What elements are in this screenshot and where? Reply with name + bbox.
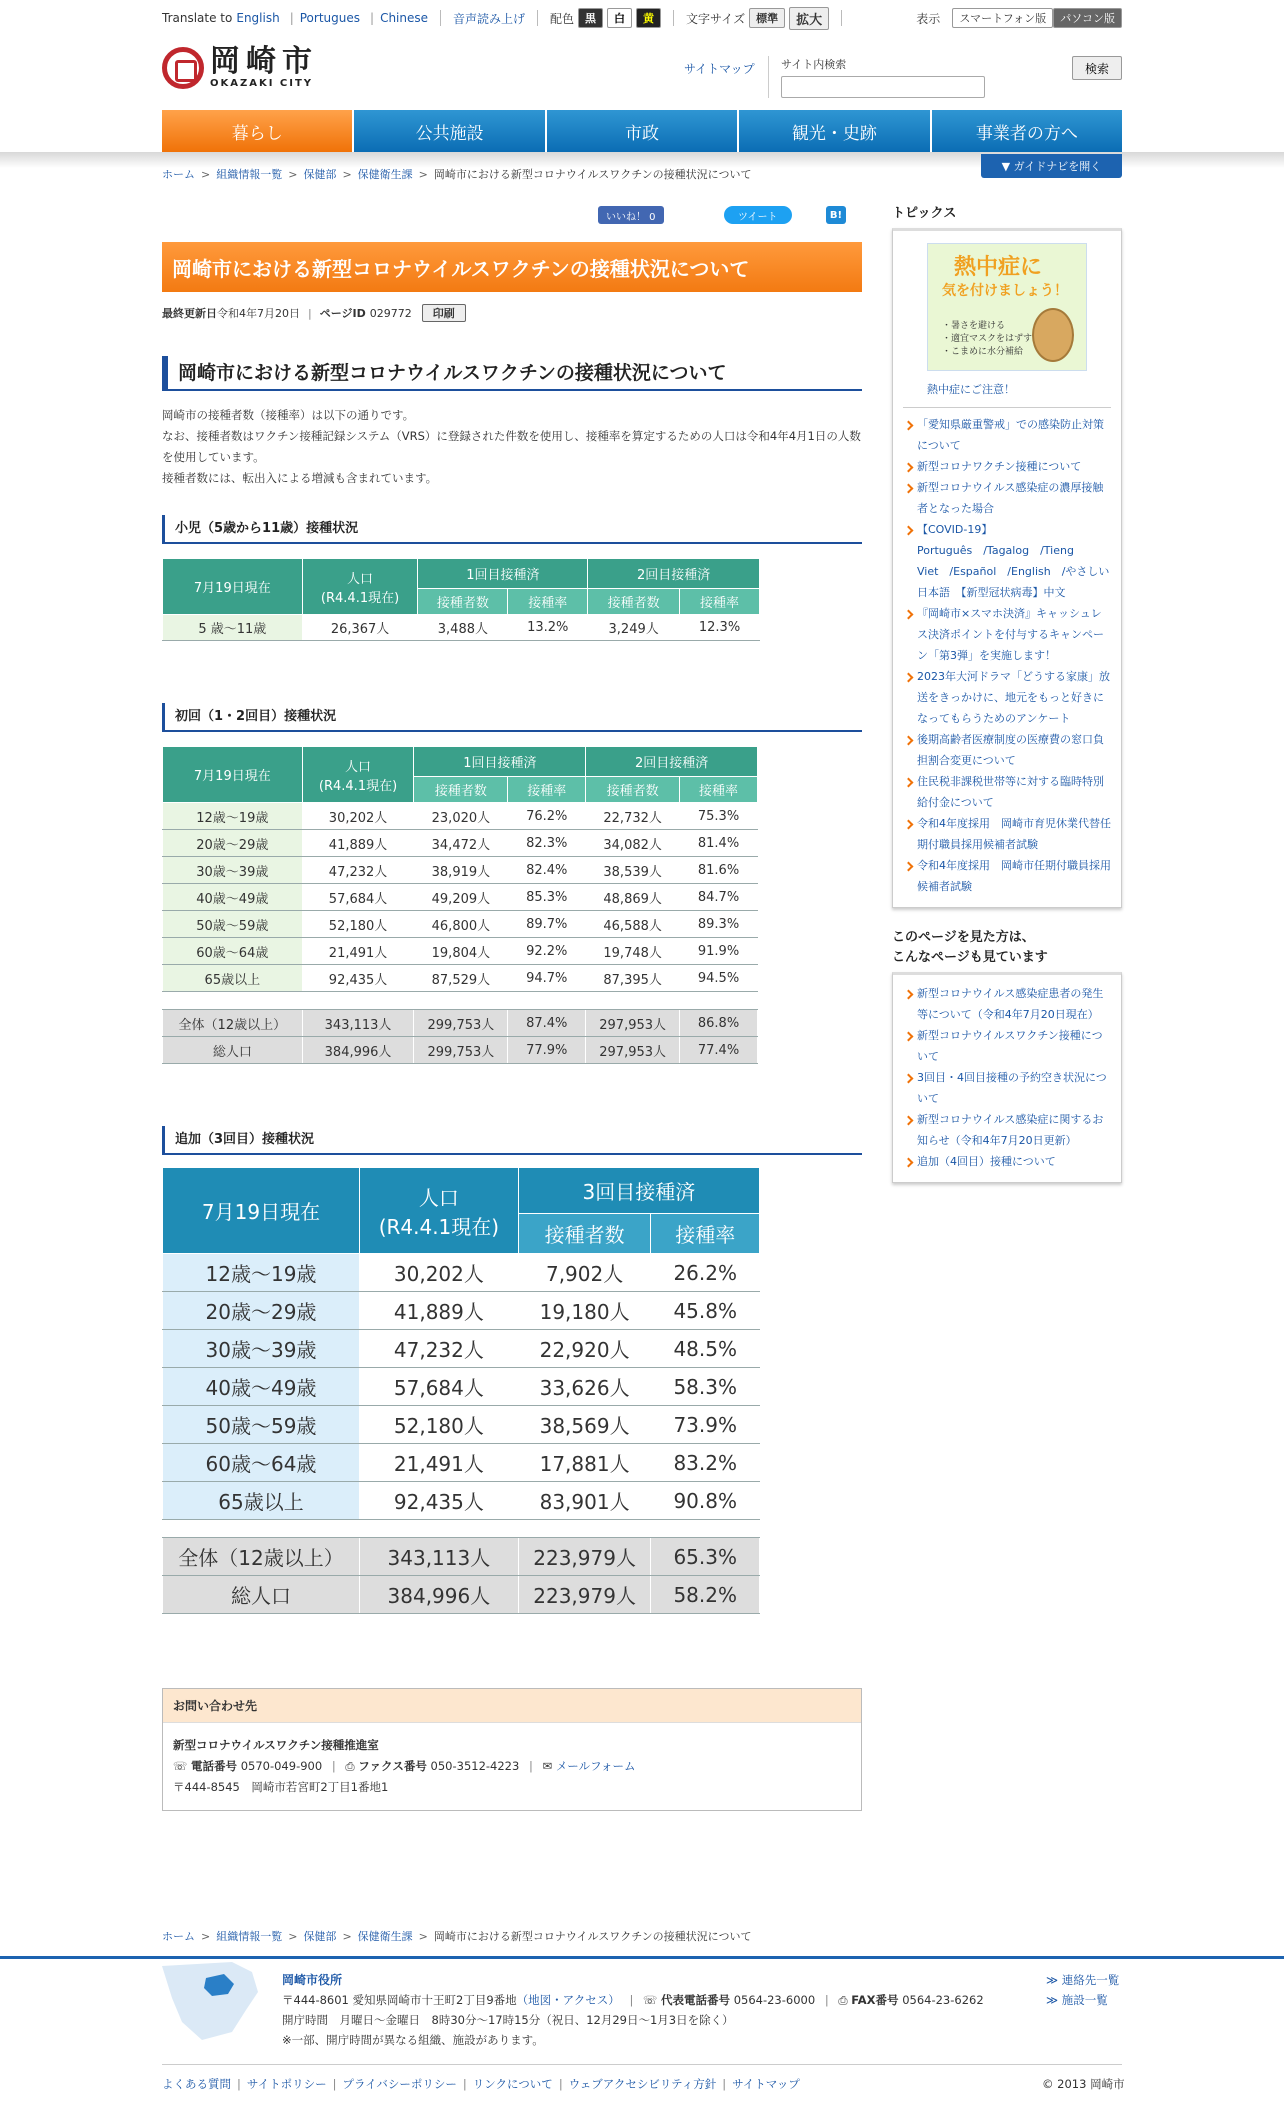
breadcrumb-health-section[interactable]: 保健衛生課 xyxy=(357,168,413,181)
tweet-button[interactable]: ツイート xyxy=(724,206,792,224)
cell-c2: 34,082人 xyxy=(586,830,680,857)
page-id-label: ページID xyxy=(319,307,366,320)
cell-pop: 21,491人 xyxy=(302,938,414,965)
cell-r1: 94.7% xyxy=(508,965,586,992)
cell-c: 17,881人 xyxy=(518,1444,651,1482)
cell-r2: 81.6% xyxy=(680,857,758,884)
mascot-icon xyxy=(1032,308,1074,362)
table-row xyxy=(163,1444,760,1482)
color-label: 配色 xyxy=(550,11,575,26)
cell-r2: 81.4% xyxy=(680,830,758,857)
sidebar-link[interactable]: 新型コロナウイルス感染症の濃厚接触者となった場合 xyxy=(903,477,1111,519)
voice-reader-link[interactable]: 音声読み上げ xyxy=(453,11,526,26)
cell-age: 50歳～59歳 xyxy=(163,1406,360,1444)
heatstroke-banner[interactable] xyxy=(927,243,1087,371)
gnav-tourism[interactable]: 観光・史跡 xyxy=(739,110,931,152)
table-pop-header: 人口 (R4.4.1現在) xyxy=(302,559,418,615)
footer-link-privacy[interactable]: | プライバシーポリシー xyxy=(327,2077,457,2091)
cell-age: 30歳～39歳 xyxy=(163,857,303,884)
cell-c1: 299,753人 xyxy=(414,1010,508,1037)
table-row xyxy=(163,830,758,857)
sidebar-link[interactable]: 「愛知県厳重警戒」での感染防止対策について xyxy=(903,414,1111,456)
cell-pop: 52,180人 xyxy=(302,911,414,938)
footer-side-links xyxy=(1046,1970,1119,2010)
cell-c1: 19,804人 xyxy=(414,938,508,965)
table-row xyxy=(163,1406,760,1444)
sidebar-link[interactable]: 住民税非課税世帯等に対する臨時特別給付金について xyxy=(903,771,1111,813)
footer-link-accessibility[interactable]: | ウェブアクセシビリティ方針 xyxy=(553,2077,716,2091)
sidebar-link[interactable]: 新型コロナワクチン接種について xyxy=(903,456,1111,477)
guide-nav-button[interactable]: ▼ ガイドナビを開く xyxy=(981,154,1122,178)
table-pop-header: 人口 (R4.4.1現在) xyxy=(302,747,414,803)
cell-age: 5 歳～11歳 xyxy=(163,615,303,641)
cell-c: 7,902人 xyxy=(518,1254,651,1292)
table-dose2-header: 2回目接種済 xyxy=(586,747,758,777)
table-row xyxy=(163,1368,760,1406)
breadcrumb-bottom: ホーム > 組織情報一覧 > 保健部 > 保健衛生課 > 岡崎市における新型コロナウイルスワクチンの接種状況について xyxy=(162,1930,752,1943)
cell-c1: 3,488人 xyxy=(418,615,508,641)
intro-line-3: 接種者数には、転出入による増減も含まれています。 xyxy=(162,471,438,485)
lang-english[interactable]: English xyxy=(236,11,280,25)
cell-c2: 48,869人 xyxy=(586,884,680,911)
cell-r: 58.3% xyxy=(651,1368,760,1406)
table-row xyxy=(163,615,760,641)
cell-r1: 85.3% xyxy=(508,884,586,911)
table-row xyxy=(163,857,758,884)
cell-c1: 23,020人 xyxy=(414,803,508,830)
topics-list xyxy=(903,407,1111,897)
cell-c2: 3,249人 xyxy=(588,615,680,641)
updated-label: 最終更新日 xyxy=(162,307,217,320)
cell-c1: 38,919人 xyxy=(414,857,508,884)
table-count-header: 接種者数 xyxy=(418,589,508,615)
sitemap-link[interactable]: サイトマップ xyxy=(684,62,755,76)
gnav-living[interactable]: 暮らし xyxy=(162,110,354,152)
cell-c1: 87,529人 xyxy=(414,965,508,992)
cell-pop: 47,232人 xyxy=(302,857,414,884)
table-dose1-header: 1回目接種済 xyxy=(414,747,586,777)
breadcrumb-health-dept[interactable]: 保健部 xyxy=(303,1930,337,1943)
facebook-like-button[interactable]: いいね！ 0 xyxy=(598,206,664,224)
smartphone-view-button[interactable]: スマートフォン版 xyxy=(952,8,1053,28)
footer-address: 〒444-8601 愛知県岡崎市十王町2丁目9番地 xyxy=(282,1993,517,2007)
table-count-header: 接種者数 xyxy=(586,777,680,803)
table-count-header: 接種者数 xyxy=(588,589,680,615)
city-map-icon xyxy=(162,1962,272,2040)
cell-c1: 46,800人 xyxy=(414,911,508,938)
cell-c2: 87,395人 xyxy=(586,965,680,992)
lang-portugues[interactable]: | Portugues xyxy=(284,11,360,25)
gnav-business[interactable]: 事業者の方へ xyxy=(932,110,1122,152)
mail-form-link[interactable]: メールフォーム xyxy=(555,1759,636,1773)
cell-r: 90.8% xyxy=(651,1482,760,1520)
cell-r1: 87.4% xyxy=(508,1010,586,1037)
copyright: © 2013 岡崎市 xyxy=(1042,2077,1125,2091)
sidebar-link[interactable]: 2023年大河ドラマ「どうする家康」放送をきっかけに、地元をもっと好きになってもらうためのアンケート xyxy=(903,666,1111,729)
cell-r2: 91.9% xyxy=(680,938,758,965)
site-search xyxy=(768,56,985,98)
footer-tel: 0564-23-6000 xyxy=(733,1993,816,2007)
footer-note: ※一部、開庁時間が異なる組織、施設があります。 xyxy=(282,2033,544,2047)
cell-c: 223,979人 xyxy=(518,1538,651,1576)
display-label: 表示 xyxy=(916,11,941,26)
cell-pop: 343,113人 xyxy=(359,1538,518,1576)
language-links xyxy=(232,11,428,25)
breadcrumb-home[interactable]: ホーム xyxy=(162,1930,195,1943)
cell-c2: 297,953人 xyxy=(586,1010,680,1037)
cell-c: 33,626人 xyxy=(518,1368,651,1406)
cell-age: 40歳～49歳 xyxy=(163,884,303,911)
table-row xyxy=(163,1254,760,1292)
cell-c2: 297,953人 xyxy=(586,1037,680,1064)
cell-c: 22,920人 xyxy=(518,1330,651,1368)
breadcrumb-current: 岡崎市における新型コロナウイルスワクチンの接種状況について xyxy=(433,1930,752,1943)
related-box xyxy=(892,972,1122,1183)
sidebar-link[interactable]: 令和4年度採用 岡崎市育児休業代替任期付職員採用候補者試験 xyxy=(903,813,1111,855)
table-rate-header: 接種率 xyxy=(680,589,760,615)
page-title: 岡崎市における新型コロナウイルスワクチンの接種状況について xyxy=(162,242,862,292)
footer-fax: 0564-23-6262 xyxy=(902,1993,984,2007)
contact-office: 新型コロナウイルスワクチン接種推進室 xyxy=(173,1738,379,1752)
related-list xyxy=(903,983,1111,1172)
updated-date: 令和4年7月20日 xyxy=(217,307,300,320)
sidebar xyxy=(892,204,1122,1183)
fax-icon: ⎙ xyxy=(345,1759,355,1773)
cell-pop: 26,367人 xyxy=(302,615,418,641)
footer-info: 岡崎市役所 〒444-8601 愛知県岡崎市十王町2丁目9番地（地図・アクセス） | ☏ 代表電話番号 0564-23-6000 | ⎙ FAX番号 0564-23-6262 開庁時間 月曜日～金曜日 8時30分～17時15分（祝日、12月29日～1月3日を除く） ※一部、開庁時間が異なる組織、施設があります。 xyxy=(282,1973,984,2047)
footer-link-site-policy[interactable]: | サイトポリシー xyxy=(231,2077,327,2091)
cell-r2: 94.5% xyxy=(680,965,758,992)
table-rate-header: 接種率 xyxy=(508,777,586,803)
cell-r2: 89.3% xyxy=(680,911,758,938)
cell-c2: 46,588人 xyxy=(586,911,680,938)
fontsize-label: 文字サイズ xyxy=(686,11,746,26)
cell-c: 38,569人 xyxy=(518,1406,651,1444)
contact-tel-label: 電話番号 xyxy=(191,1759,238,1773)
cell-r1: 89.7% xyxy=(508,911,586,938)
cell-pop: 52,180人 xyxy=(359,1406,518,1444)
sidebar-link[interactable]: 追加（4回目）接種について xyxy=(903,1151,1111,1172)
breadcrumb-health-section[interactable]: 保健衛生課 xyxy=(357,1930,413,1943)
content-heading: 岡崎市における新型コロナウイルスワクチンの接種状況について xyxy=(162,356,862,391)
cell-age: 20歳～29歳 xyxy=(163,1292,360,1330)
heatstroke-link[interactable]: 熱中症にご注意！ xyxy=(927,383,1015,396)
cell-r2: 77.4% xyxy=(680,1037,758,1064)
cell-r: 48.5% xyxy=(651,1330,760,1368)
cell-r1: 92.2% xyxy=(508,938,586,965)
cell-age: 12歳～19歳 xyxy=(163,803,303,830)
breadcrumb-current: 岡崎市における新型コロナウイルスワクチンの接種状況について xyxy=(433,168,752,181)
cell-age: 65歳以上 xyxy=(163,1482,360,1520)
contacts-list-link[interactable]: ≫ 連絡先一覧 xyxy=(1046,1973,1119,1987)
banner-tips: ・暑さを避ける ・適宜マスクをはずす ・こまめに水分補給 xyxy=(942,321,1033,357)
translate-label: Translate to xyxy=(162,11,233,25)
page-meta: 最終更新日 令和4年7月20日 | ページID 029772 印刷 xyxy=(162,304,862,322)
global-nav xyxy=(162,110,1122,152)
page-id: 029772 xyxy=(369,306,412,320)
table-row xyxy=(163,1482,760,1520)
booster-table-heading: 追加（3回目）接種状況 xyxy=(162,1126,862,1155)
cell-age: 50歳～59歳 xyxy=(163,911,303,938)
table-row xyxy=(163,938,758,965)
cell-pop: 384,996人 xyxy=(359,1576,518,1614)
contact-box xyxy=(162,1688,862,1811)
sidebar-link[interactable]: 令和4年度採用 岡崎市任期付職員採用候補者試験 xyxy=(903,855,1111,897)
cell-c: 223,979人 xyxy=(518,1576,651,1614)
pc-view-button[interactable]: パソコン版 xyxy=(1053,8,1122,28)
cell-r1: 82.3% xyxy=(508,830,586,857)
intro-line-1: 岡崎市の接種者数（接種率）は以下の通りです。 xyxy=(162,408,415,422)
cell-age: 60歳～64歳 xyxy=(163,1444,360,1482)
cell-pop: 47,232人 xyxy=(359,1330,518,1368)
color-white-button[interactable]: 白 xyxy=(607,8,632,28)
footer-hours: 開庁時間 月曜日～金曜日 8時30分～17時15分（祝日、12月29日～1月3日を除く） xyxy=(282,2013,734,2027)
child-vaccination-table xyxy=(162,558,760,641)
lang-chinese[interactable]: | Chinese xyxy=(364,11,428,25)
banner-title: 熱中症に xyxy=(954,255,1043,280)
cell-age: 総人口 xyxy=(163,1576,360,1614)
sidebar-link[interactable]: 新型コロナウイルス感染症に関するお知らせ（令和4年7月20日更新） xyxy=(903,1109,1111,1151)
cell-c: 19,180人 xyxy=(518,1292,651,1330)
cell-c2: 19,748人 xyxy=(586,938,680,965)
table-count-header: 接種者数 xyxy=(414,777,508,803)
contact-fax: 050-3512-4223 xyxy=(430,1759,520,1773)
fontsize-standard-button[interactable]: 標準 xyxy=(749,8,785,28)
cell-r1: 76.2% xyxy=(508,803,586,830)
sidebar-link[interactable]: 【COVID-19】 Português /Tagalog /Tieng Viet /Español /English /やさしい日本語 【新型冠状病毒】中文 xyxy=(903,519,1111,603)
cell-pop: 30,202人 xyxy=(302,803,414,830)
utility-bar xyxy=(162,0,1122,36)
topics-box xyxy=(892,228,1122,908)
city-emblem-icon xyxy=(162,47,204,89)
cell-r2: 75.3% xyxy=(680,803,758,830)
cell-r: 58.2% xyxy=(651,1576,760,1614)
cell-pop: 41,889人 xyxy=(359,1292,518,1330)
banner-subtitle: 気を付けましょう！ xyxy=(942,283,1068,299)
table-total-row xyxy=(163,1010,758,1037)
sidebar-link[interactable]: 『岡崎市×スマホ決済』キャッシュレス決済ポイントを付与するキャンペーン「第3弾」を実施します！ xyxy=(903,603,1111,666)
mail-icon: ✉ xyxy=(542,1759,553,1773)
color-black-button[interactable]: 黒 xyxy=(578,8,603,28)
footer-office: 岡崎市役所 xyxy=(282,1973,343,1987)
fax-icon: ⎙ xyxy=(838,1993,848,2007)
cell-r1: 77.9% xyxy=(508,1037,586,1064)
cell-c1: 34,472人 xyxy=(414,830,508,857)
contact-heading: お問い合わせ先 xyxy=(163,1689,861,1723)
cell-pop: 57,684人 xyxy=(359,1368,518,1406)
table-pop-header: 人口 (R4.4.1現在) xyxy=(359,1168,518,1254)
gnav-city-admin[interactable]: 市政 xyxy=(547,110,739,152)
print-button[interactable]: 印刷 xyxy=(422,304,466,322)
phone-icon: ☏ xyxy=(173,1759,188,1773)
table-date-header: 7月19日現在 xyxy=(163,747,303,803)
initial-vaccination-table xyxy=(162,746,758,1064)
site-header xyxy=(162,36,1122,110)
table-date-header: 7月19日現在 xyxy=(163,559,303,615)
breadcrumb-org-list[interactable]: 組織情報一覧 xyxy=(216,1930,283,1943)
table-dose3-header: 3回目接種済 xyxy=(518,1168,759,1214)
footer-map-link[interactable]: （地図・アクセス） xyxy=(516,1993,620,2007)
child-table-heading: 小児（5歳から11歳）接種状況 xyxy=(162,515,862,544)
breadcrumb-home[interactable]: ホーム xyxy=(162,168,195,181)
cell-r1: 82.4% xyxy=(508,857,586,884)
breadcrumb-health-dept[interactable]: 保健部 xyxy=(303,168,337,181)
intro-text xyxy=(162,405,862,489)
table-row xyxy=(163,911,758,938)
cell-r2: 12.3% xyxy=(680,615,760,641)
table-row xyxy=(163,884,758,911)
cell-pop: 384,996人 xyxy=(302,1037,414,1064)
table-row xyxy=(163,803,758,830)
table-total-row xyxy=(163,1037,758,1064)
sidebar-link[interactable]: 新型コロナウイルスワクチン接種について xyxy=(903,1025,1111,1067)
cell-pop: 92,435人 xyxy=(359,1482,518,1520)
cell-pop: 92,435人 xyxy=(302,965,414,992)
cell-age: 20歳～29歳 xyxy=(163,830,303,857)
footer-nav xyxy=(162,2076,800,2092)
table-dose1-header: 1回目接種済 xyxy=(418,559,588,589)
cell-age: 30歳～39歳 xyxy=(163,1330,360,1368)
cell-r: 45.8% xyxy=(651,1292,760,1330)
sidebar-link[interactable]: 後期高齢者医療制度の医療費の窓口負担割合変更について xyxy=(903,729,1111,771)
phone-icon: ☏ xyxy=(643,1993,658,2007)
cell-c1: 299,753人 xyxy=(414,1037,508,1064)
cell-r: 65.3% xyxy=(651,1538,760,1576)
table-row xyxy=(163,1292,760,1330)
cell-pop: 21,491人 xyxy=(359,1444,518,1482)
cell-pop: 41,889人 xyxy=(302,830,414,857)
cell-c: 83,901人 xyxy=(518,1482,651,1520)
table-rate-header: 接種率 xyxy=(651,1214,760,1254)
cell-r1: 13.2% xyxy=(508,615,588,641)
table-total-row xyxy=(163,1538,760,1576)
table-rate-header: 接種率 xyxy=(680,777,758,803)
table-rate-header: 接種率 xyxy=(508,589,588,615)
cell-pop: 30,202人 xyxy=(359,1254,518,1292)
table-total-row xyxy=(163,1576,760,1614)
cell-r2: 84.7% xyxy=(680,884,758,911)
cell-age: 総人口 xyxy=(163,1037,303,1064)
cell-c2: 22,732人 xyxy=(586,803,680,830)
site-logo[interactable] xyxy=(162,46,318,89)
breadcrumb-org-list[interactable]: 組織情報一覧 xyxy=(216,168,283,181)
cell-age: 12歳～19歳 xyxy=(163,1254,360,1292)
cell-r: 73.9% xyxy=(651,1406,760,1444)
cell-r2: 86.8% xyxy=(680,1010,758,1037)
topics-title: トピックス xyxy=(892,206,957,221)
contact-body: 新型コロナウイルスワクチン接種推進室 ☏ 電話番号 0570-049-900 | ⎙ ファクス番号 050-3512-4223 | ✉ メールフォーム 〒444-8545 岡崎市若宮町2丁目1番地1 xyxy=(173,1738,636,1794)
facilities-list-link[interactable]: ≫ 施設一覧 xyxy=(1046,1993,1108,2007)
sidebar-link[interactable]: 3回目・4回目接種の予約空き状況について xyxy=(903,1067,1111,1109)
search-label: サイト内検索 xyxy=(781,58,847,71)
logo-text-jp: 岡崎市 xyxy=(210,44,318,79)
table-row xyxy=(163,965,758,992)
hatena-bookmark-button[interactable]: B! xyxy=(826,206,846,224)
cell-age: 65歳以上 xyxy=(163,965,303,992)
main-content xyxy=(162,200,862,1811)
table-count-header: 接種者数 xyxy=(518,1214,651,1254)
contact-address: 〒444-8545 岡崎市若宮町2丁目1番地1 xyxy=(173,1780,389,1794)
cell-c2: 38,539人 xyxy=(586,857,680,884)
related-title: このページを見た方は、 こんなページも見ています xyxy=(892,930,1048,965)
search-input[interactable] xyxy=(781,76,985,98)
breadcrumb: ホーム > 組織情報一覧 > 保健部 > 保健衛生課 > 岡崎市における新型コロナウイルスワクチンの接種状況について xyxy=(162,168,752,181)
footer-link-faq[interactable]: よくある質問 xyxy=(162,2077,231,2091)
initial-table-heading: 初回（1・2回目）接種状況 xyxy=(162,703,862,732)
footer-link-sitemap[interactable]: | サイトマップ xyxy=(716,2077,800,2091)
sidebar-link[interactable]: 新型コロナウイルス感染症患者の発生等について（令和4年7月20日現在） xyxy=(903,983,1111,1025)
cell-r: 26.2% xyxy=(651,1254,760,1292)
gnav-facilities[interactable]: 公共施設 xyxy=(354,110,546,152)
booster-vaccination-table xyxy=(162,1167,760,1614)
table-row xyxy=(163,1330,760,1368)
cell-r: 83.2% xyxy=(651,1444,760,1482)
contact-fax-label: ファクス番号 xyxy=(358,1759,427,1773)
color-yellow-button[interactable]: 黄 xyxy=(636,8,661,28)
intro-line-2: なお、接種者数はワクチン接種記録システム（VRS）に登録された件数を使用し、接種率を算定するための人口は令和4年4月1日の人数を使用しています。 xyxy=(162,429,861,464)
table-dose2-header: 2回目接種済 xyxy=(588,559,760,589)
table-date-header: 7月19日現在 xyxy=(163,1168,360,1254)
cell-age: 60歳～64歳 xyxy=(163,938,303,965)
cell-age: 40歳～49歳 xyxy=(163,1368,360,1406)
cell-age: 全体（12歳以上） xyxy=(163,1010,303,1037)
footer-tel-label: 代表電話番号 xyxy=(661,1993,731,2007)
logo-text-en: OKAZAKI CITY xyxy=(210,78,314,89)
cell-pop: 57,684人 xyxy=(302,884,414,911)
fontsize-large-button[interactable]: 拡大 xyxy=(789,7,829,30)
cell-age: 全体（12歳以上） xyxy=(163,1538,360,1576)
social-buttons xyxy=(162,200,862,228)
footer-link-linking[interactable]: | リンクについて xyxy=(457,2077,553,2091)
cell-pop: 343,113人 xyxy=(302,1010,414,1037)
contact-tel: 0570-049-900 xyxy=(240,1759,323,1773)
cell-c1: 49,209人 xyxy=(414,884,508,911)
search-button[interactable]: 検索 xyxy=(1072,56,1122,80)
footer-fax-label: FAX番号 xyxy=(851,1993,899,2007)
